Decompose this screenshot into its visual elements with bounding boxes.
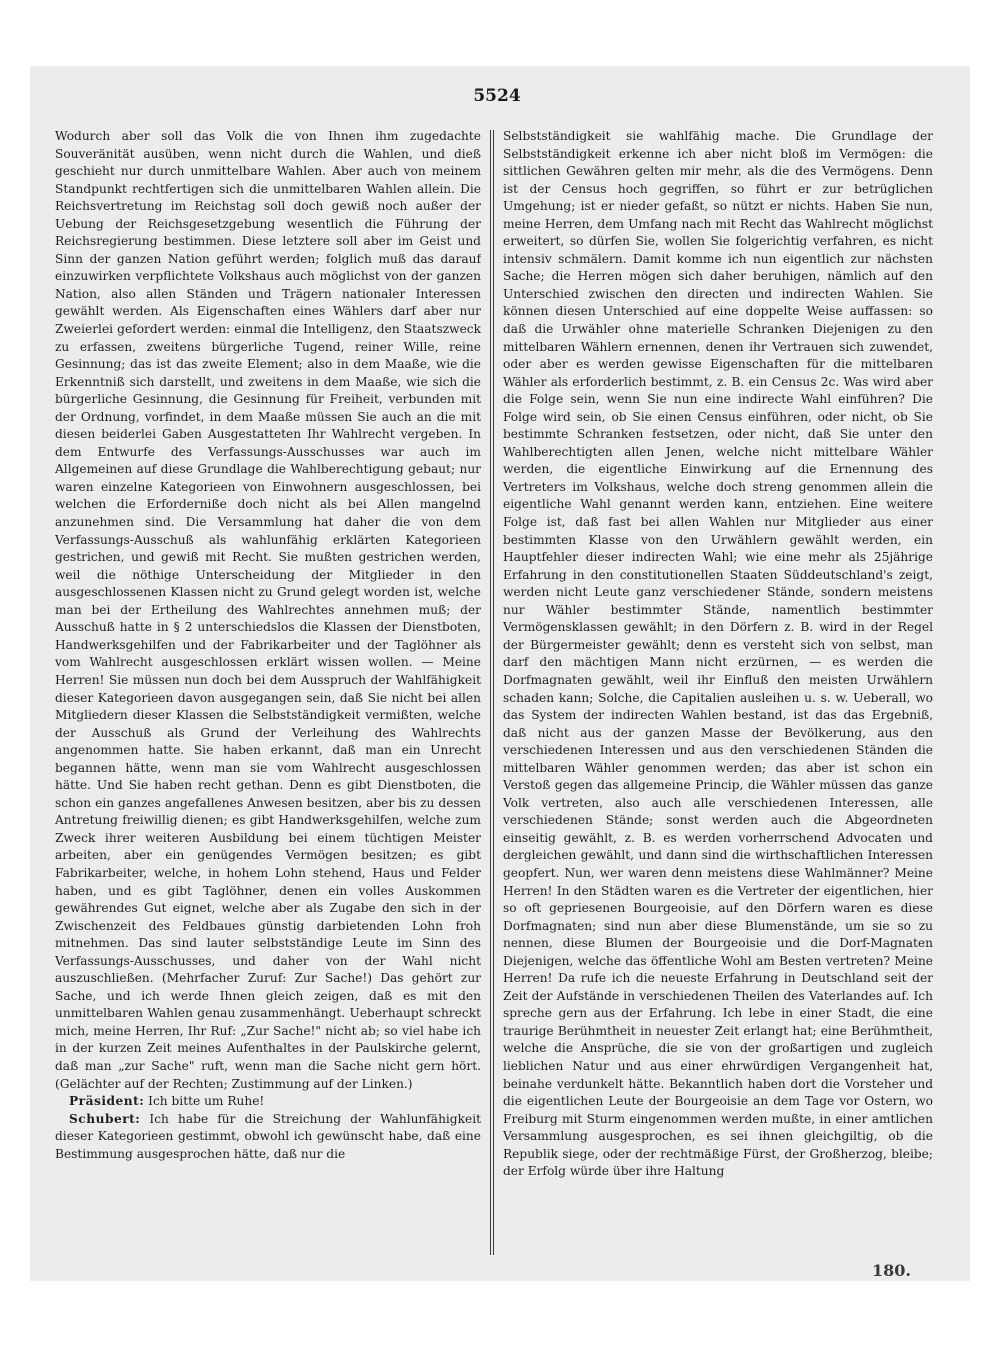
right-column — [503, 128, 933, 1258]
left-column — [55, 128, 481, 1258]
signature-mark: 180. — [872, 1261, 911, 1280]
speaker-name: Schubert: — [69, 1111, 141, 1126]
left-paragraph: Wodurch aber soll das Volk die von Ihnen ihm zugedachte Souveränität ausüben, wenn nicht durch die Wahlen, und dieß geschieht nur durch unmittelbare Wahlen. Aber auch von meinem Standpunkt rechtfertigen sich die unmittelbaren Wahlen allein. Die Reichsvertretung im Reichstag soll doch gewiß noch außer der Uebung der Reichsgesetzgebung wesentlich die Führung der Reichsregierung bestimmen. Diese letztere soll aber im Geist und Sinn der ganzen Nation geführt werden; folglich muß das darauf einzuwirken verpflichtete Volkshaus auch möglichst von der ganzen Nation, also allen Ständen und Trägern nationaler Interessen gewählt werden. Als Eigenschaften eines Wählers darf aber nur Zweierlei gefordert werden: einmal die Intelligenz, den Staatszweck zu erfassen, zweitens bürgerliche Tugend, reiner Wille, reine Gesinnung; das ist das zweite Element; also in dem Maaße, wie die Erkenntniß sich darstellt, und zweitens in dem Maaße, wie sich die bürgerliche Gesinnung, die Gesinnung für Freiheit, verbunden mit der Ordnung, vorfindet, in dem Maaße müssen Sie auch an die mit diesen beiderlei Gaben Ausgestatteten Ihr Wahlrecht vergeben. In dem Entwurfe des Verfassungs-Ausschusses war auch im Allgemeinen auf diese Grundlage die Wahlberechtigung gebaut; nur waren einzelne Kategorieen von Einwohnern ausgeschlossen, bei welchen die Erforderniße doch nicht als bei Allen mangelnd anzunehmen sind. Die Versammlung hat daher die von dem Verfassungs-Ausschuß als wahlunfähig erklärten Kategorieen gestrichen, und gewiß mit Recht. Sie mußten gestrichen werden, weil die nöthige Unterscheidung der Mitglieder in den ausgeschlossenen Klassen nicht zu Grund gelegt worden ist, welche man bei der Ertheilung des Wahlrechtes annehmen muß; der Ausschuß hatte in § 2 unterschiedslos die Klassen der Dienstboten, Handwerksgehilfen und der Fabrikarbeiter und der Taglöhner als vom Wahlrecht ausgeschlossen erklärt wissen wollen. — Meine Herren! Sie müssen nun doch bei dem Ausspruch der Wahlfähigkeit dieser Kategorieen davon ausgegangen sein, daß Sie nicht bei allen Mitgliedern dieser Klassen die Selbstständigkeit vermißten, welche der Ausschuß als Grund der Verleihung des Wahlrechts angenommen hatte. Sie haben erkannt, daß man ein Unrecht begannen hätte, wenn man sie vom Wahlrecht ausgeschlossen hätte. Und Sie haben recht gethan. Denn es gibt Dienstboten, die schon ein ganzes angefallenes Anwesen besitzen, aber bis zu dessen Antretung freiwillig dienen; es gibt Handwerksgehilfen, welche zum Zweck ihrer weiteren Ausbildung bei einem tüchtigen Meister arbeiten, aber ein genügendes Vermögen besitzen; es gibt Fabrikarbeiter, welche, in hohem Lohn stehend, Haus und Felder haben, und es gibt Taglöhner, denen ein volles Auskommen gewährendes Gut eignet, welche aber als Zugabe den sich in der Zwischenzeit des Feldbaues günstig darbietenden Lohn froh mitnehmen. Das sind lauter selbstständige Leute im Sinn des Verfassungs-Ausschusses, und daher von der Wahl nicht auszuschließen. (Mehrfacher Zuruf: Zur Sache!) Das gehört zur Sache, und ich werde Ihnen gleich zeigen, daß es mit den unmittelbaren Wahlen genau zusammenhängt. Ueberhaupt schreckt mich, meine Herren, Ihr Ruf: „Zur Sache!" nicht ab; so viel habe ich in der kurzen Zeit meines Aufenthaltes in der Paulskirche gelernt, daß man „zur Sache" ruft, wenn man die Sache nicht gern hört. (Gelächter auf der Rechten; Zustimmung auf der Linken.) — [55, 129, 481, 1091]
speech-text: Ich habe für die Streichung der Wahlunfähigkeit dieser Kategorieen gestimmt, obwohl ich gewünscht habe, daß eine Bestimmung ausgesprochen hätte, daß nur die — [55, 1111, 481, 1161]
right-paragraph: Selbstständigkeit sie wahlfähig mache. Die Grundlage der Selbstständigkeit erkenne ich aber nicht bloß im Vermögen: die sittlichen Gewähren gelten mir mehr, als die des Vermögens. Denn ist der Census hoch gegriffen, so führt er zur betrüglichen Umgehung; ist er nieder gefaßt, so nützt er nichts. Haben Sie nun, meine Herren, dem Umfang nach mit Recht das Wahlrecht möglichst erweitert, so dürfen Sie, wollen Sie folgerichtig verfahren, es nicht intensiv schmälern. Damit komme ich nun eigentlich zur nächsten Sache; die Herren mögen sich daher beruhigen, nämlich auf den Unterschied zwischen den directen und indirecten Wahlen. Sie können diesen Unterschied auf eine doppelte Weise auffassen: so daß die Urwähler ohne materielle Schranken Diejenigen zu den mittelbaren Wählern ernennen, denen ihr Vertrauen sich zuwendet, oder aber es werden gewisse Eigenschaften für die mittelbaren Wähler als erforderlich bestimmt, z. B. ein Census 2c. Was wird aber die Folge sein, wenn Sie nun eine indirecte Wahl einführen? Die Folge wird sein, ob Sie einen Census einführen, oder nicht, ob Sie bestimmte Schranken festsetzen, oder nicht, daß Sie unter den Wahlberechtigten allen Jenen, welche nicht mittelbare Wähler werden, die eigentliche Einwirkung auf die Ernennung des Vertreters im Volkshaus, welche doch streng genommen allein die eigentliche Wahl genannt werden kann, entziehen. Eine weitere Folge ist, daß fast bei allen Wahlen nur Mitglieder aus einer bestimmten Klasse von den Urwählern gewählt werden, ein Hauptfehler dieser indirecten Wahl; wie eine mehr als 25jährige Erfahrung in den constitutionellen Staaten Süddeutschland's zeigt, werden nicht Leute ganz verschiedener Stände, sondern meistens nur Wähler bestimmter Stände, namentlich bestimmter Vermögensklassen gewählt; in den Dörfern z. B. wird in der Regel der Bürgermeister gewählt; denn es versteht sich von selbst, man darf den mächtigen Mann nicht erzürnen, — es werden die Dorfmagnaten gewählt, weil ihr Einfluß den meisten Urwählern schaden kann; Solche, die Capitalien ausleihen u. s. w. Ueberall, wo das System der indirecten Wahlen bestand, ist das das Ergebniß, daß nicht aus der ganzen Masse der Bevölkerung, aus den verschiedenen Interessen und aus den verschiedenen Ständen die mittelbaren Wähler genommen werden; das aber ist schon ein Verstoß gegen das allgemeine Princip, die Wähler müssen das ganze Volk vertreten, also auch alle verschiedenen Interessen, alle verschiedenen Stände; sonst werden auch die Abgeordneten einseitig gewählt, z. B. es werden vorherrschend Advocaten und dergleichen gewählt, und dann sind die wirthschaftlichen Interessen geopfert. Nun, wer waren denn meistens diese Wahlmänner? Meine Herren! In den Städten waren es die Vertreter der eigentlichen, hier so oft gepriesenen Bourgeoisie, auf den Dörfern waren es diese Dorfmagnaten; sind nun aber diese Blumenstände, um sie so zu nennen, diese Blumen der Bourgeoisie und die Dorf-Magnaten Diejenigen, welche das öffentliche Wohl am Besten vertreten? Meine Herren! Da rufe ich die neueste Erfahrung in Deutschland seit der Zeit der Aufstände in verschiedenen Theilen des Vaterlandes auf. Ich spreche gern aus der Erfahrung. Ich lebe in einer Stadt, die eine traurige Berühmtheit in neuester Zeit erlangt hat; eine Berühmtheit, welche die Ansprüche, die sie von der großartigen und zugleich lieblichen Natur und aus einer ehrwürdigen Vergangenheit hat, beinahe verdunkelt hätte. Bekanntlich haben dort die Vorsteher und die eigentlichen Leute der Bourgeoisie an dem Tage vor Ostern, wo Freiburg mit Sturm eingenommen werden mußte, in einer amtlichen Versammlung ausgesprochen, es sei ihnen gleichgiltig, ob die Republik siege, oder der rechtmäßige Fürst, der Großherzog, bleibe; der Erfolg würde über ihre Haltung — [503, 129, 933, 1179]
column-divider — [490, 130, 491, 1255]
speech-schubert — [55, 1111, 481, 1164]
speaker-name: Präsident: — [69, 1094, 145, 1109]
page-number: 5524 — [473, 86, 521, 106]
speech-text: Ich bitte um Ruhe! — [148, 1094, 265, 1109]
speech-president — [55, 1093, 481, 1111]
